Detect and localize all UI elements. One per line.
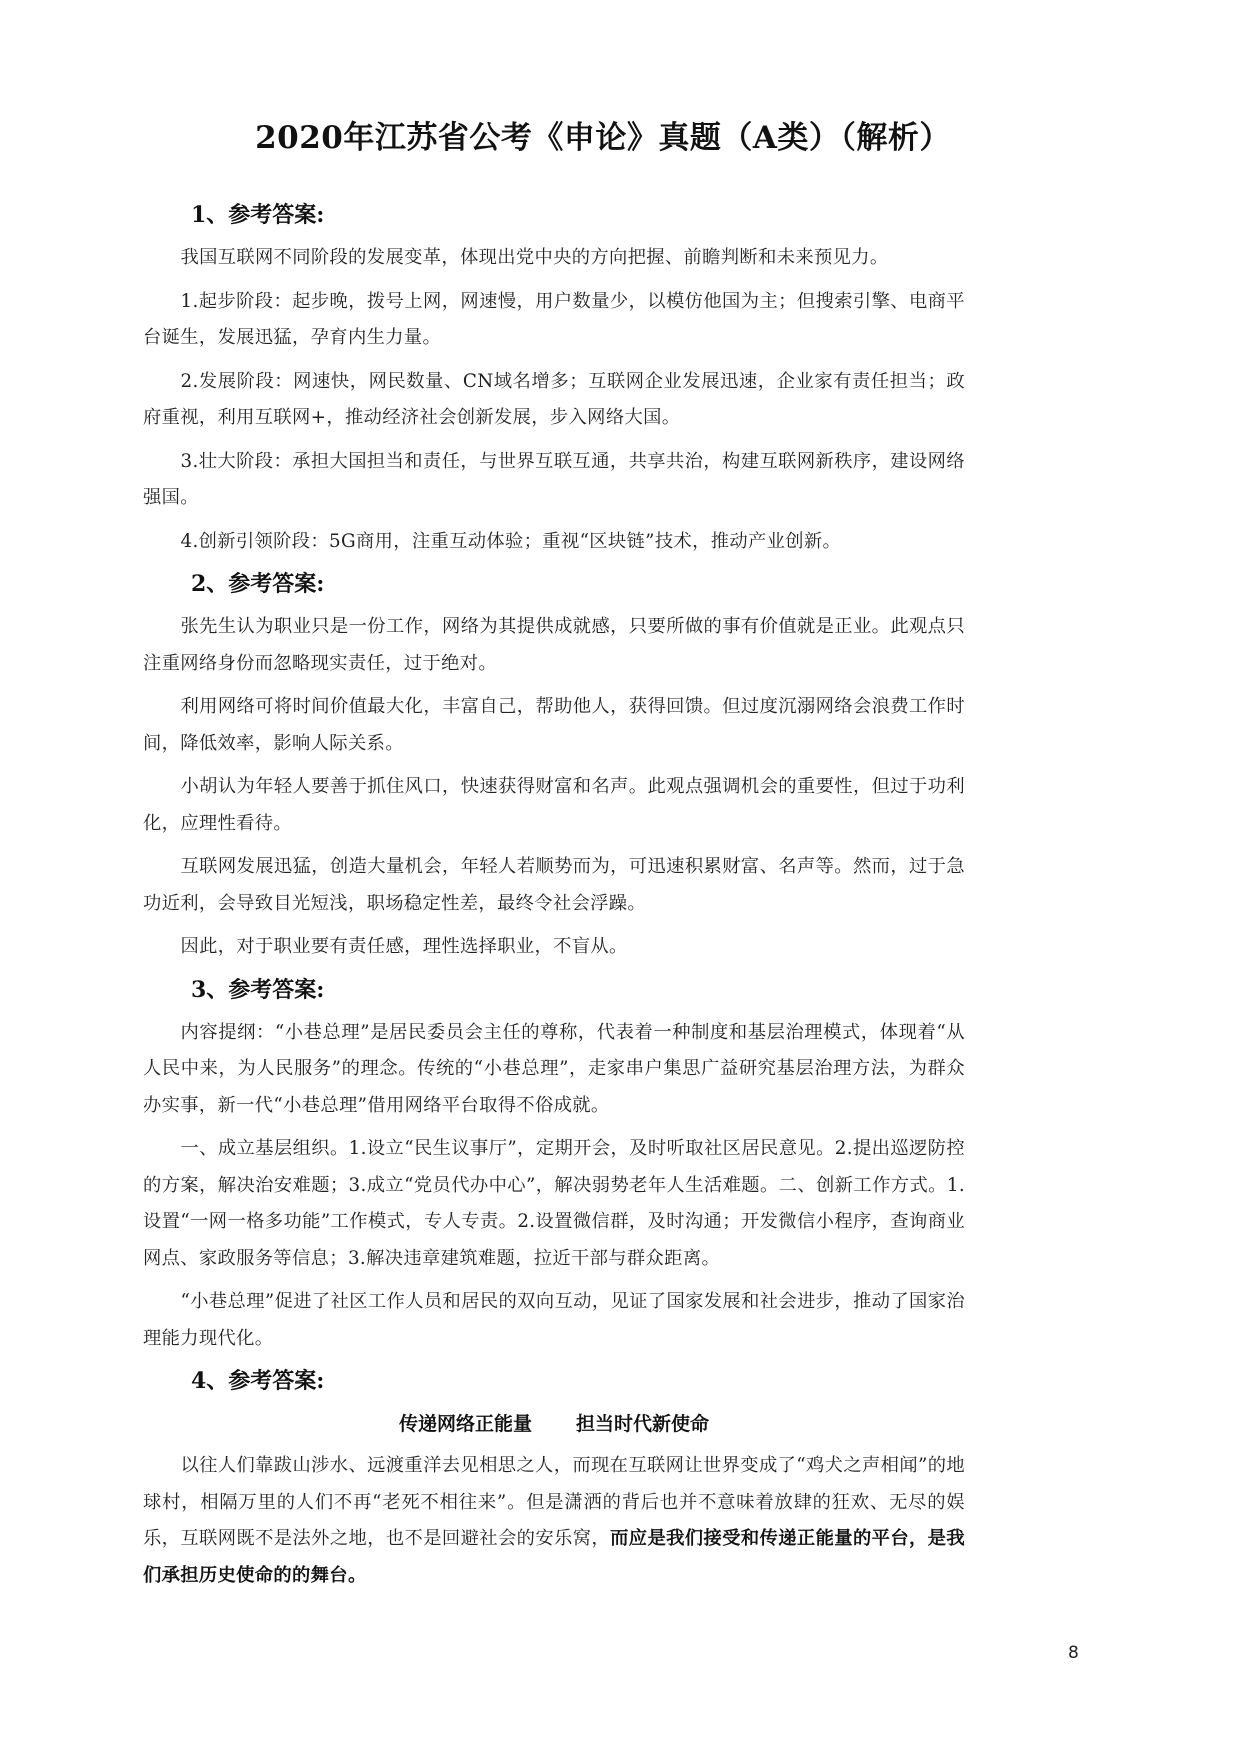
- paragraph-bold-text: 而应是我们接受和传递正能量的平台，是我们承担历史使命的的舞台。: [143, 1528, 966, 1586]
- paragraph: 1.起步阶段：起步晚，拨号上网，网速慢，用户数量少，以模仿他国为主；但搜索引擎、电商平台诞生，发展迅猛，孕育内生力量。: [143, 290, 965, 348]
- section-heading: 1、参考答案:: [191, 202, 325, 228]
- essay-title: [143, 1406, 965, 1442]
- section-heading: 2、参考答案:: [191, 571, 325, 597]
- paragraph: 4.创新引领阶段：5G商用，注重互动体验；重视“区块链”技术，推动产业创新。: [180, 530, 842, 552]
- paragraph: 2.发展阶段：网速快，网民数量、CN域名增多；互联网企业发展迅速，企业家有责任担当；政府重视，利用互联网+，推动经济社会创新发展，步入网络大国。: [143, 370, 965, 428]
- answer-section-1: [143, 198, 965, 560]
- paragraph: 我国互联网不同阶段的发展变革，体现出党中央的方向把握、前瞻判断和未来预见力。: [180, 247, 889, 268]
- paragraph: 3.壮大阶段：承担大国担当和责任，与世界互联互通，共享共治，构建互联网新秩序，建设网络强国。: [143, 450, 965, 508]
- section-heading: 3、参考答案:: [191, 976, 325, 1003]
- essay-title-part-1: 传递网络正能量: [398, 1413, 532, 1435]
- paragraph: 张先生认为职业只是一份工作，网络为其提供成就感，只要所做的事有价值就是正业。此观点只注重网络身份而忽略现实责任，过于绝对。: [143, 616, 965, 674]
- section-heading: 4、参考答案:: [191, 1368, 325, 1394]
- document-title: 2020年江苏省公考《申论》真题（A类）（解析）: [255, 120, 951, 156]
- page-number: 8: [1068, 1643, 1079, 1663]
- paragraph: 一、成立基层组织。1.设立“民生议事厅”，定期开会，及时听取社区居民意见。2.提出巡逻防控的方案，解决治安难题；3.成立“党员代办中心”，解决弱势老年人生活难题。二、创新工作方式。1.设置“一网一格多功能”工作模式，专人专责。2.设置微信群，及时沟通；开发微信小程序，查询商业网点、家政服务等信息；3.解决违章建筑难题，拉近干部与群众距离。: [143, 1138, 965, 1269]
- paragraph: [143, 1448, 965, 1594]
- paragraph: 互联网发展迅猛，创造大量机会，年轻人若顺势而为，可迅速积累财富、名声等。然而，过于急功近利，会导致目光短浅，职场稳定性差，最终令社会浮躁。: [143, 856, 965, 914]
- paragraph-text: 以往人们靠跋山涉水、远渡重洋去见相思之人，而现在互联网让世界变成了“鸡犬之声相闻”的地球村，相隔万里的人们不再“老死不相往来”。但是潇洒的背后也并不意味着放肆的狂欢、无尽的娱乐，互联网既不是法外之地，也不是回避社会的安乐窝，: [143, 1455, 965, 1549]
- answer-section-3: [143, 973, 965, 1358]
- essay-title-part-2: 担当时代新使命: [576, 1413, 710, 1435]
- paragraph: “小巷总理”促进了社区工作人员和居民的双向互动，见证了国家发展和社会进步，推动了国家治理能力现代化。: [143, 1291, 965, 1349]
- paragraph: 内容提纲：“小巷总理”是居民委员会主任的尊称，代表着一种制度和基层治理模式，体现着“从人民中来，为人民服务”的理念。传统的“小巷总理”，走家串户集思广益研究基层治理方法，为群众办实事，新一代“小巷总理”借用网络平台取得不俗成就。: [143, 1021, 965, 1116]
- document-content: [143, 198, 965, 1601]
- paragraph: 小胡认为年轻人要善于抓住风口，快速获得财富和名声。此观点强调机会的重要性，但过于功利化，应理性看待。: [143, 776, 965, 834]
- answer-section-4: [143, 1364, 965, 1594]
- answer-section-2: [143, 567, 965, 966]
- paragraph: 因此，对于职业要有责任感，理性选择职业，不盲从。: [180, 936, 628, 957]
- paragraph: 利用网络可将时间价值最大化，丰富自己，帮助他人，获得回馈。但过度沉溺网络会浪费工作时间，降低效率，影响人际关系。: [143, 696, 965, 754]
